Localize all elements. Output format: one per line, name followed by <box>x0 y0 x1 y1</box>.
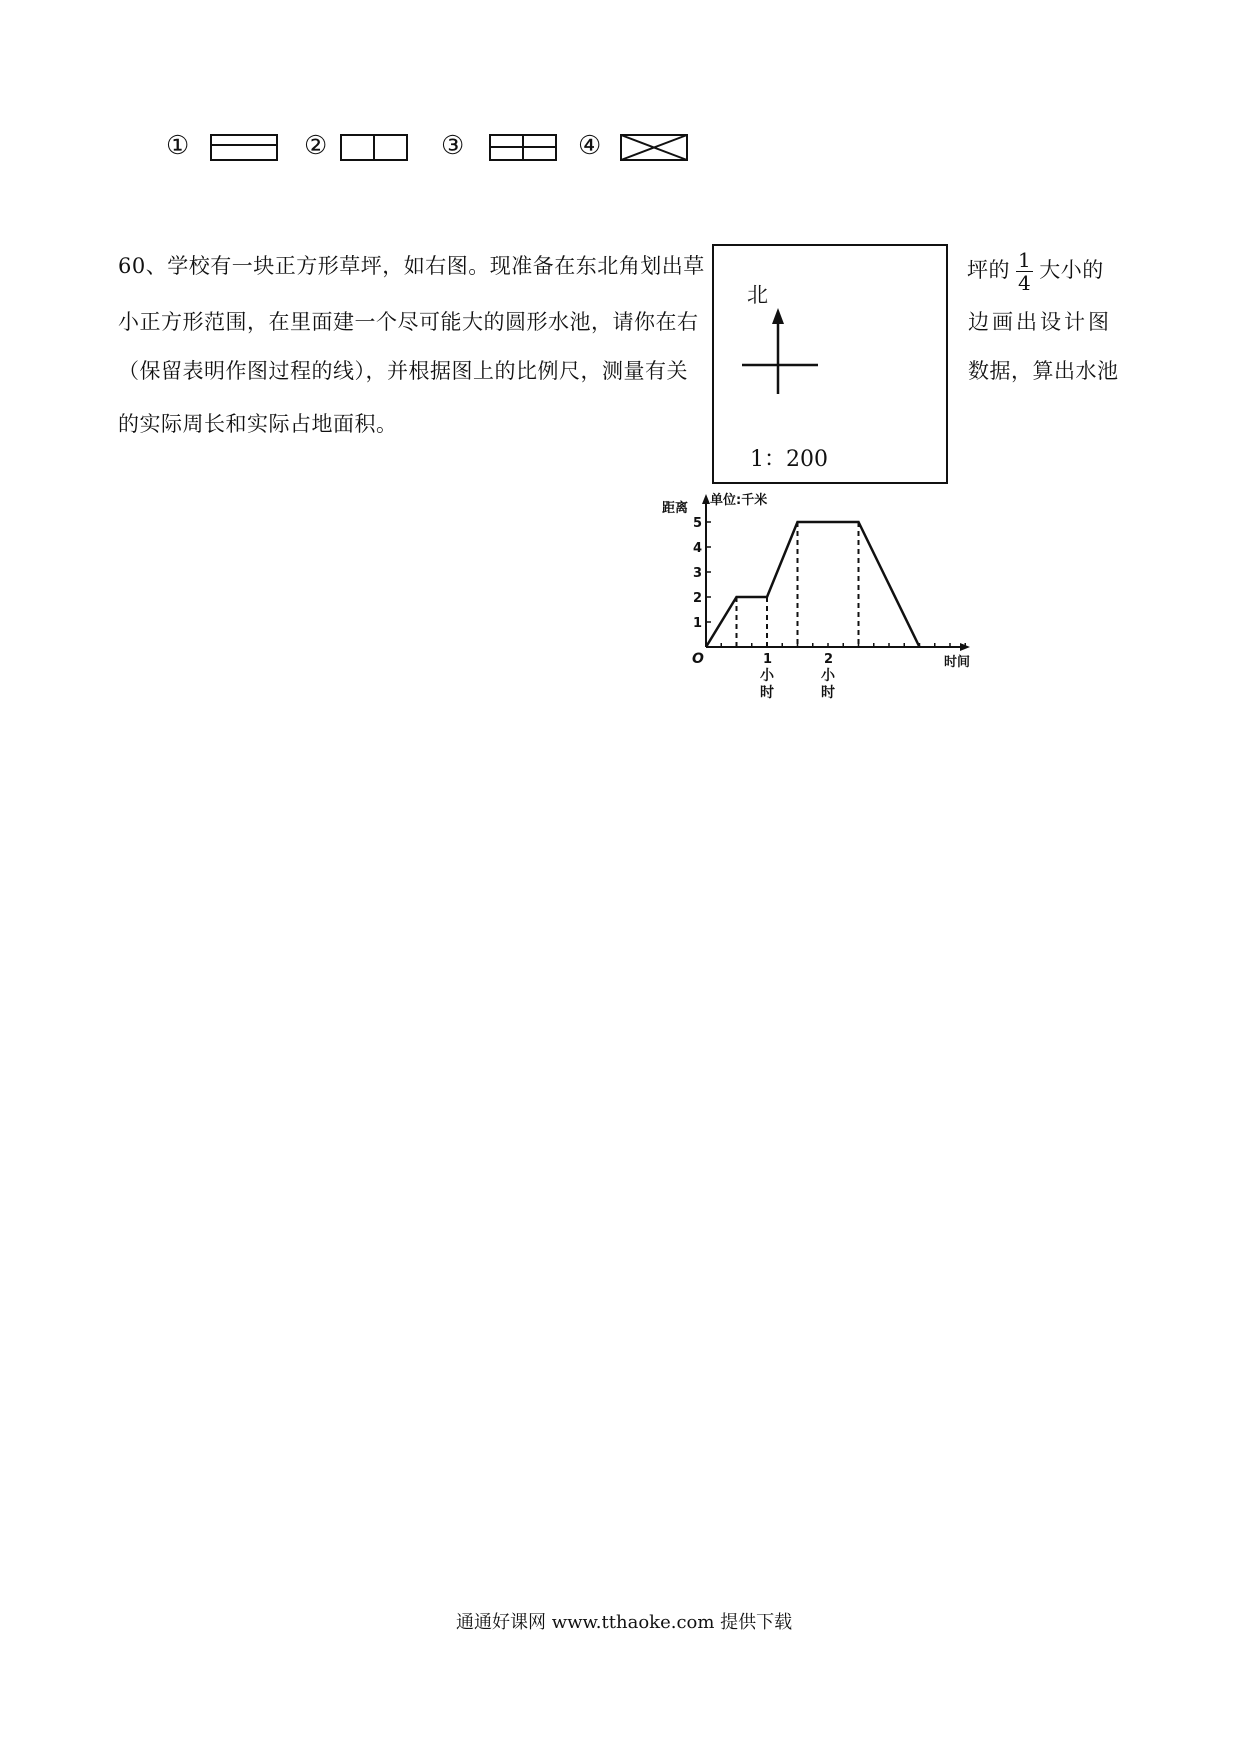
scale-label: 1：200 <box>750 447 828 472</box>
x-axis-label: 时间 <box>944 655 971 670</box>
x-cross-rectangle-icon <box>620 134 688 161</box>
chart-svg <box>650 484 980 710</box>
cross-split-rectangle-icon <box>489 134 557 161</box>
question-line-4: 的实际周长和实际占地面积。 <box>118 412 398 436</box>
vertical-split-rectangle-icon <box>340 134 408 161</box>
x-tick-unit-label: 小 <box>760 668 774 684</box>
question-line-2: 小正方形范围，在里面建一个尽可能大的圆形水池，请你在右 <box>118 310 699 334</box>
option-2-number: ② <box>304 131 328 161</box>
x-tick-unit-label: 小 <box>821 668 835 684</box>
y-tick-label: 5 <box>693 516 703 531</box>
distance-time-chart <box>650 484 980 710</box>
y-tick-label: 3 <box>693 566 703 581</box>
x-tick-label: 2 <box>824 652 834 667</box>
question-line-3-tail: 数据，算出水池 <box>968 359 1119 383</box>
fraction-numerator: 1 <box>1018 248 1032 272</box>
lawn-square-figure <box>712 244 948 484</box>
question-line-2-tail: 边画出设计图 <box>968 310 1112 334</box>
option-4-number: ④ <box>578 131 602 161</box>
unit-label: 单位:千米 <box>710 493 768 508</box>
option-3-number: ③ <box>441 131 465 161</box>
y-axis-arrow-icon <box>702 494 710 504</box>
distance-series-line <box>706 522 920 647</box>
fraction-one-quarter <box>1016 249 1033 294</box>
option-1-number: ① <box>166 131 190 161</box>
footer-text: 通通好课网 www.tthaoke.com 提供下载 <box>456 1612 793 1633</box>
north-label: 北 <box>747 283 768 307</box>
x-tick-unit-label: 时 <box>821 685 835 701</box>
question-line-3: （保留表明作图过程的线），并根据图上的比例尺，测量有关 <box>118 359 688 383</box>
x-tick-label: 1 <box>763 652 773 667</box>
y-axis-label: 距离 <box>662 501 689 516</box>
y-tick-label: 1 <box>693 616 703 631</box>
question-line-1-tail <box>967 249 1104 294</box>
north-arrow-icon <box>728 306 818 406</box>
y-tick-label: 2 <box>693 591 703 606</box>
question-line-1: 60、学校有一块正方形草坪，如右图。现准备在东北角划出草 <box>118 254 705 278</box>
fraction-denominator: 4 <box>1018 271 1032 295</box>
double-horizontal-line-rectangle-icon <box>210 134 278 161</box>
question-line-1-tail-text: 坪的 <box>967 258 1010 282</box>
x-tick-unit-label: 时 <box>760 685 774 701</box>
y-tick-label: 4 <box>693 541 703 556</box>
origin-label: O <box>692 651 704 667</box>
question-line-1-tail2-text: 大小的 <box>1039 258 1104 282</box>
